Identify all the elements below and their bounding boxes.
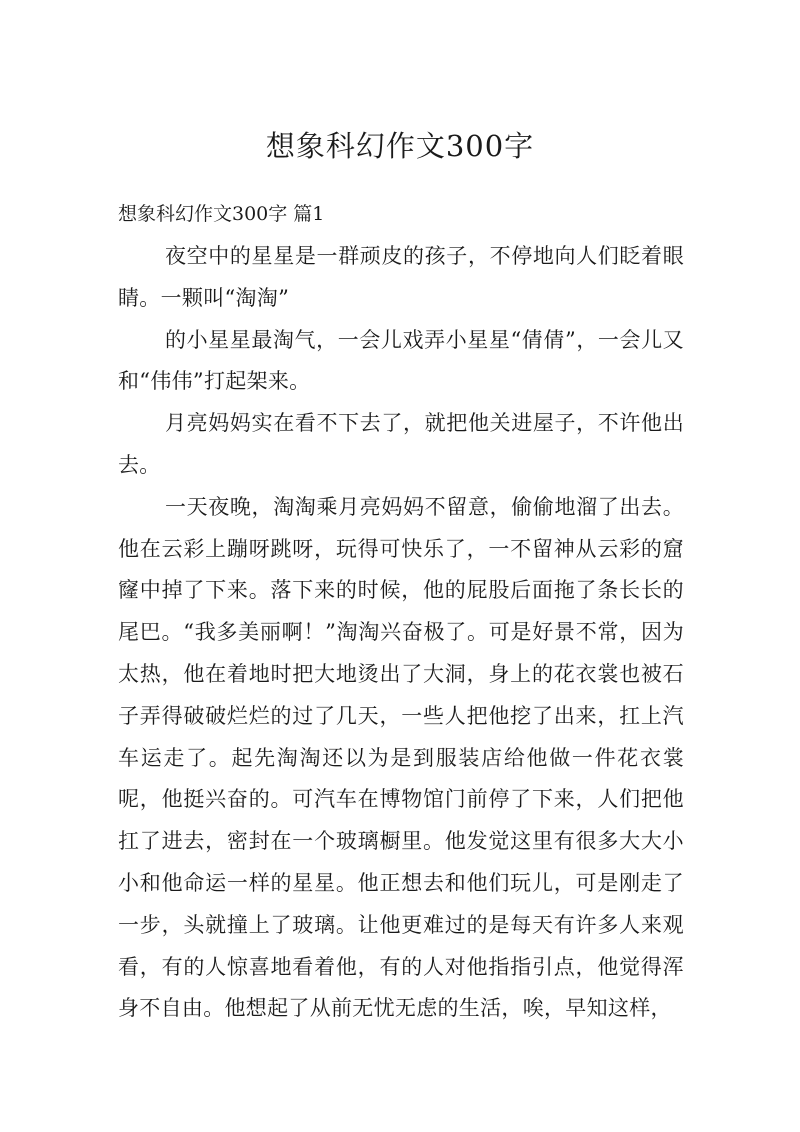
paragraph: 一天夜晚，淘淘乘月亮妈妈不留意，偷偷地溜了出去。他在云彩上蹦呀跳呀，玩得可快乐了，一不留神从云彩的窟窿中掉了下来。落下来的时候，他的屁股后面拖了条长长的尾巴。“我多美丽啊！”淘淘兴奋极了。可是好景不常，因为太热，他在着地时把大地烫出了大洞，身上的花衣裳也被石子弄得破破烂烂的过了几天，一些人把他挖了出来，扛上汽车运走了。起先淘淘还以为是到服装店给他做一件花衣裳呢，他挺兴奋的。可汽车在博物馆门前停了下来，人们把他扛了进去，密封在一个玻璃橱里。他发觉这里有很多大大小小和他命运一样的星星。他正想去和他们玩儿，可是刚走了一步，头就撞上了玻璃。让他更难过的是每天有许多人来观看，有的人惊喜地看着他，有的人对他指指引点，他觉得浑身不自由。他想起了从前无忧无虑的生活，唉，早知这样， (118, 494, 684, 1021)
paragraph: 的小星星最淘气，一会儿戏弄小星星“倩倩”，一会儿又和“伟伟”打起架来。 (118, 327, 684, 394)
paragraph: 月亮妈妈实在看不下去了，就把他关进屋子，不许他出去。 (118, 411, 684, 477)
document-title: 想象科幻作文300字 (265, 129, 535, 163)
paragraph: 夜空中的星星是一群顽皮的孩子，不停地向人们眨着眼睛。一颗叫“淘淘” (118, 244, 684, 310)
section-heading: 想象科幻作文300字 篇1 (118, 203, 325, 225)
document-body (118, 236, 684, 1030)
